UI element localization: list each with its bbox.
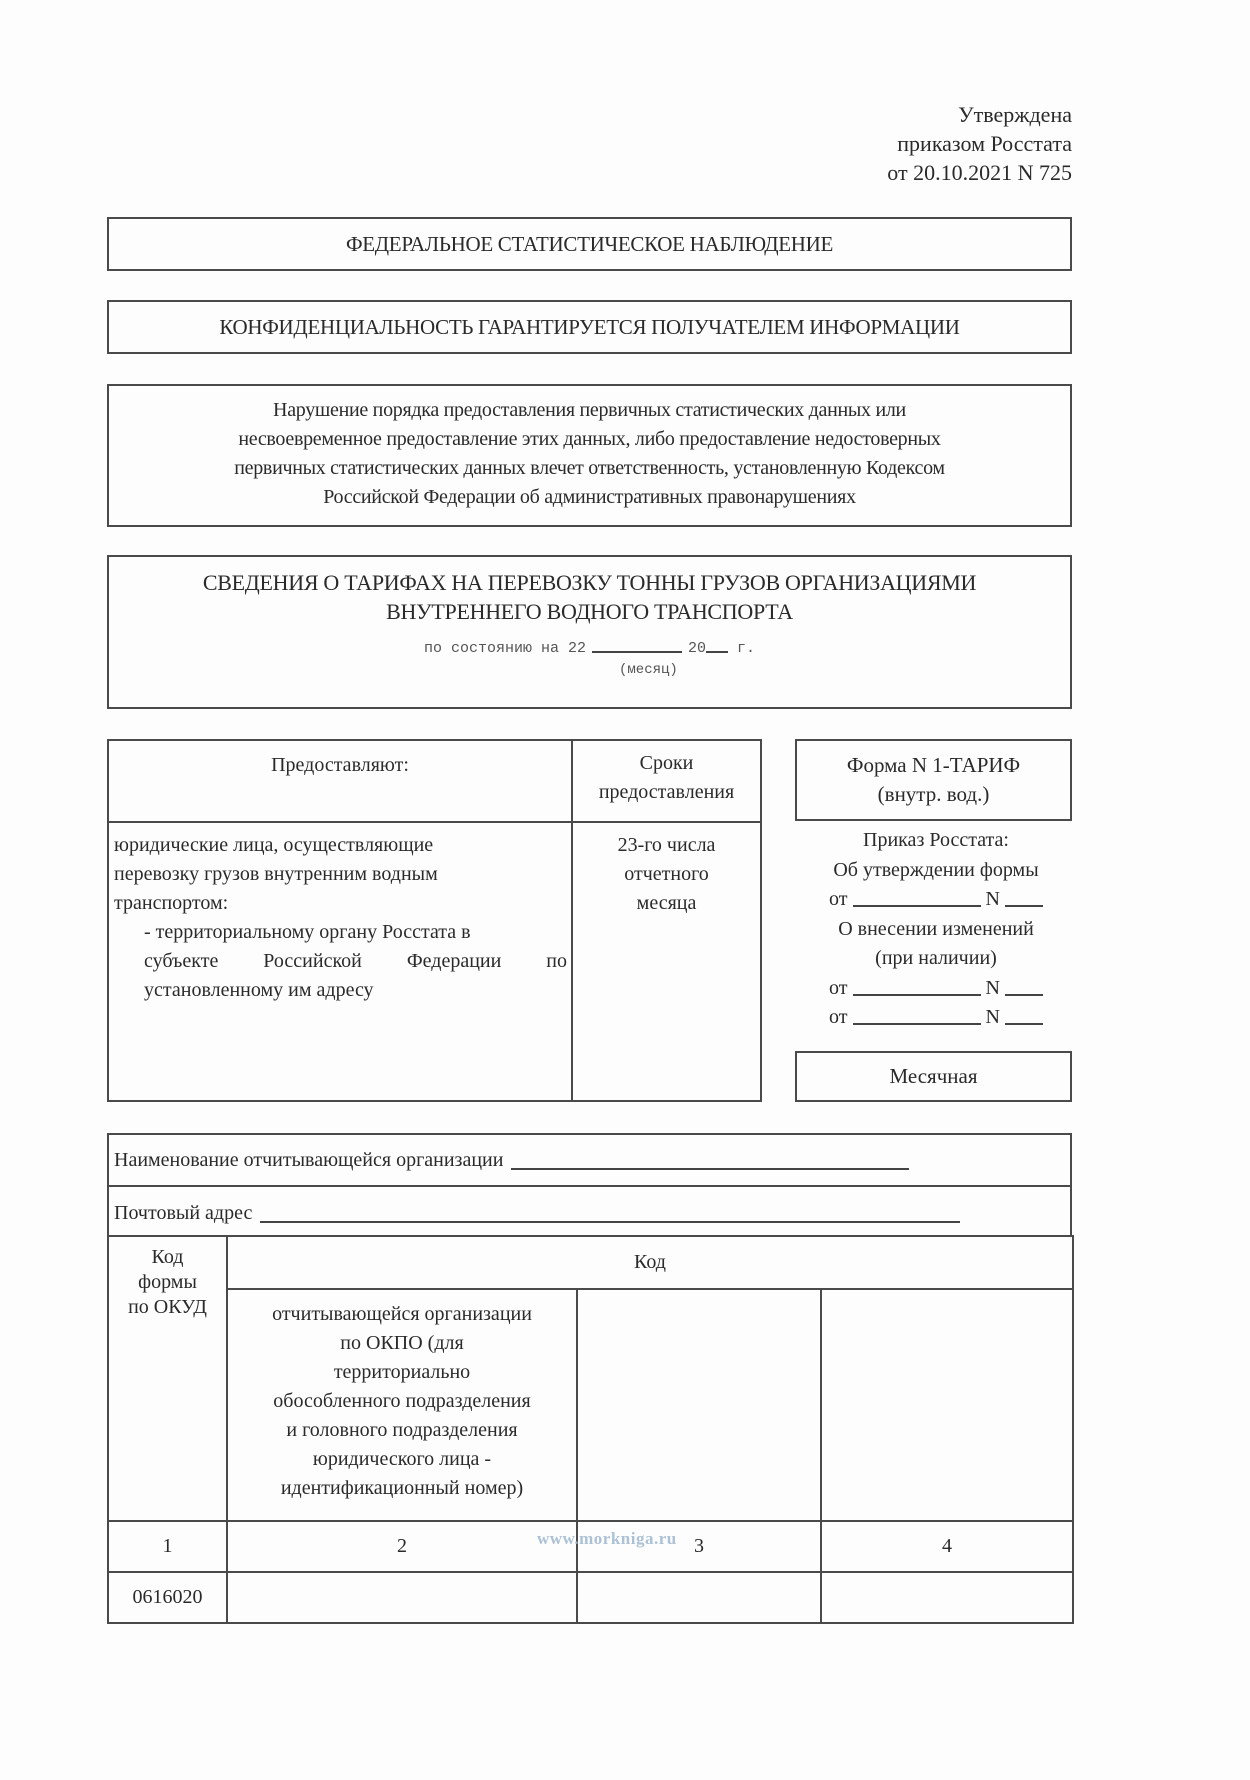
okud-header-line: Код: [151, 1246, 184, 1268]
okpo-header-line: по ОКПО (для: [340, 1332, 464, 1354]
periodicity-text: Месячная: [889, 1064, 978, 1088]
providers-sub-line: установленному им адресу: [144, 979, 374, 1001]
periodicity-box: [795, 1051, 1072, 1102]
okpo-header-line: отчитывающейся организации: [272, 1303, 532, 1325]
deadline-line: месяца: [636, 892, 697, 914]
deadline-header-line-1: Сроки: [639, 752, 694, 774]
notice-line: первичных статистических данных влечет ответственность, установленную Кодексом: [234, 457, 945, 479]
postal-address-field[interactable]: [260, 1203, 960, 1223]
as-of-prefix: по состоянию на 22: [423, 640, 586, 657]
order-title: Приказ Росстата:: [863, 829, 1009, 851]
column-number: 2: [227, 1521, 577, 1572]
organization-info: [107, 1133, 1072, 1237]
org-name-label: Наименование отчитывающейся организации: [114, 1148, 504, 1171]
amendments-label: О внесении изменений: [838, 917, 1034, 940]
deadline-line: 23-го числа: [617, 834, 716, 856]
code-cell-3[interactable]: [577, 1572, 821, 1623]
approval-date-field[interactable]: [853, 905, 981, 907]
okud-header-line: по ОКУД: [128, 1296, 207, 1318]
okpo-header-line: юридического лица -: [312, 1448, 492, 1470]
code-header: [227, 1236, 1073, 1289]
deadline-header-line-2: предоставления: [598, 781, 735, 803]
report-title-line-1: СВЕДЕНИЯ О ТАРИФАХ НА ПЕРЕВОЗКУ ТОННЫ ГРУЗОВ ОРГАНИЗАЦИЯМИ: [202, 570, 977, 595]
approval-ref-line: [786, 885, 1086, 915]
confidentiality-heading: [107, 300, 1072, 354]
report-title-line-2: ВНУТРЕННЕГО ВОДНОГО ТРАНСПОРТА: [386, 599, 793, 624]
year-prefix: 20: [687, 640, 706, 657]
as-of-date: [109, 640, 1070, 678]
col4-header: [821, 1289, 1073, 1521]
okpo-header-line: идентификационный номер): [280, 1477, 524, 1499]
amendment-date-field[interactable]: [853, 1023, 981, 1025]
notice-line: несвоевременное предоставление этих данных, либо предоставление недостоверных: [238, 428, 941, 450]
code-cell-4[interactable]: [821, 1572, 1073, 1623]
providers-header-text: Предоставляют:: [271, 754, 409, 776]
month-caption: (месяц): [619, 662, 678, 678]
submission-table: [107, 739, 762, 1102]
column-number: 3: [577, 1521, 821, 1572]
amendment-number-field[interactable]: [1005, 994, 1043, 996]
providers-line: юридические лица, осуществляющие: [114, 834, 434, 856]
deadline-header: [572, 740, 761, 822]
approval-line-1: Утверждена: [958, 102, 1072, 127]
watermark: www.morkniga.ru: [537, 1529, 677, 1548]
providers-line: транспортом:: [114, 892, 229, 914]
providers-sub-line: - территориальному органу Росстата в: [144, 921, 471, 943]
code-header-text: Код: [634, 1251, 666, 1273]
deadline-cell: [572, 822, 761, 1101]
codes-table: [107, 1235, 1074, 1624]
org-name-row: [109, 1135, 1070, 1187]
okpo-header: [227, 1289, 577, 1521]
federal-observation-heading: [107, 217, 1072, 271]
okud-header-line: формы: [138, 1271, 197, 1293]
org-name-field[interactable]: [511, 1150, 909, 1170]
number-label: N: [985, 888, 1000, 910]
postal-address-label: Почтовый адрес: [114, 1201, 253, 1224]
column-number: 4: [821, 1521, 1073, 1572]
confidentiality-text: КОНФИДЕНЦИАЛЬНОСТЬ ГАРАНТИРУЕТСЯ ПОЛУЧАТЕЛЕМ ИНФОРМАЦИИ: [219, 314, 960, 339]
column-number: 1: [108, 1521, 227, 1572]
providers-line: перевозку грузов внутренним водным: [114, 863, 438, 885]
year-suffix: г.: [737, 640, 756, 657]
providers-sub-line: субъекте Российской Федерации по: [144, 950, 567, 972]
form-name-subtitle: (внутр. вод.): [877, 782, 990, 806]
postal-address-row: [109, 1187, 1070, 1239]
from-label: от: [829, 1006, 848, 1028]
providers-cell: [108, 822, 572, 1101]
amendment-ref-line: [786, 974, 1086, 1004]
federal-observation-text: ФЕДЕРАЛЬНОЕ СТАТИСТИЧЕСКОЕ НАБЛЮДЕНИЕ: [345, 231, 834, 256]
okpo-code-cell[interactable]: [227, 1572, 577, 1623]
amendment-ref-line: [786, 1003, 1086, 1033]
number-label: N: [985, 976, 1000, 999]
from-label: от: [829, 976, 848, 999]
approval-stamp: [887, 100, 1072, 187]
approval-line-3: от 20.10.2021 N 725: [887, 160, 1072, 185]
amendment-number-field[interactable]: [1005, 1023, 1043, 1025]
liability-notice: [107, 384, 1072, 527]
approval-line-2: приказом Росстата: [897, 131, 1072, 156]
okpo-header-line: территориально: [333, 1361, 471, 1383]
okud-header: [108, 1236, 227, 1521]
providers-header: [108, 740, 572, 822]
report-title-box: [107, 555, 1072, 709]
deadline-line: отчетного: [624, 863, 709, 885]
amendment-date-field[interactable]: [853, 994, 981, 996]
order-approval-label: Об утверждении формы: [833, 858, 1039, 881]
okud-code-cell: 0616020: [108, 1572, 227, 1623]
okpo-header-line: обособленного подразделения: [273, 1390, 531, 1412]
notice-line: Российской Федерации об административных правонарушениях: [323, 486, 856, 508]
from-label: от: [829, 888, 848, 910]
year-field[interactable]: [706, 651, 728, 653]
okpo-header-line: и головного подразделения: [286, 1419, 518, 1441]
notice-line: Нарушение порядка предоставления первичных статистических данных или: [273, 399, 906, 421]
number-label: N: [985, 1006, 1000, 1028]
amendments-note: (при наличии): [875, 947, 997, 969]
form-id-box: [795, 739, 1072, 821]
month-field[interactable]: [592, 651, 682, 653]
col3-header: [577, 1289, 821, 1521]
form-name: Форма N 1-ТАРИФ: [846, 753, 1021, 777]
approval-number-field[interactable]: [1005, 905, 1043, 907]
order-block: [786, 826, 1086, 1033]
